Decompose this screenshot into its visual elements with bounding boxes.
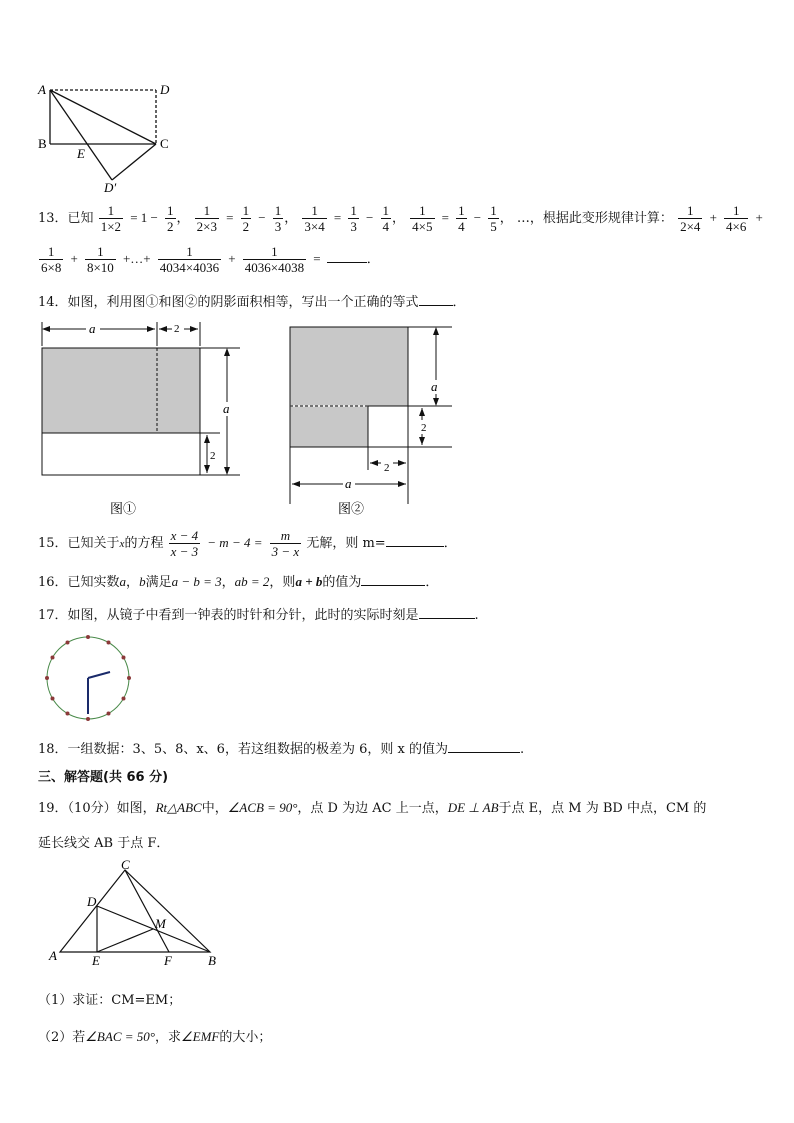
q12-figure — [30, 78, 180, 196]
answer-blank[interactable] — [448, 740, 520, 753]
fraction: $\frac{1}{3}$ — [274, 203, 282, 234]
fraction: $\frac{1}{3}$ — [350, 203, 357, 234]
fraction: $\frac{1}{6\times 8}$ — [41, 244, 62, 275]
answer-blank[interactable] — [419, 293, 453, 306]
dim-a-right: a — [431, 379, 438, 394]
fraction: $\frac{m}{3 - x}$ — [271, 528, 300, 559]
label-E: E — [77, 146, 85, 161]
fraction: $\frac{1}{2\times 3}$ — [196, 203, 217, 234]
fraction: $\frac{1}{4034\times 4036}$ — [159, 244, 220, 275]
fraction: $\frac{1}{4036\times 4038}$ — [244, 244, 305, 275]
mirror-clock — [40, 630, 140, 725]
fraction: $\frac{1}{5}$ — [490, 203, 497, 234]
q19-figure — [45, 860, 230, 970]
fraction: $\frac{1}{8\times 10}$ — [86, 244, 114, 275]
q19-part2: （2）若∠BAC = 50°，求∠EMF的大小； — [38, 1029, 272, 1045]
q13-line2: $\frac{1}{6\times 8}$ + $\frac{1}{8\times 10}$ +…+ $\frac{1}{4034\times 4036}$ + $\frac{1}{4036\times 4038}$ = ． — [41, 244, 380, 275]
fraction: $\frac{1}{2\times 4}$ — [680, 203, 701, 234]
dim-a-top: a — [89, 321, 96, 336]
fraction: $\frac{1}{1\times 2}$ — [100, 203, 122, 234]
fraction: $\frac{1}{4}$ — [382, 203, 389, 234]
label-E: E — [92, 953, 100, 968]
label-M: M — [155, 916, 166, 931]
answer-blank[interactable] — [419, 606, 475, 619]
q16-text: 16．已知实数a，b满足a − b = 3，ab = 2，则a + b的值为 ． — [38, 574, 439, 590]
q19-part1: （1）求证：CM=EM； — [38, 993, 182, 1008]
q17-text: 17．如图，从镜子中看到一钟表的时针和分针，此时的实际时刻是 . — [38, 608, 479, 623]
q13-line1: 13．已知 $\frac{1}{1\times 2}$ = 1 − $\frac{1}{2}$ ， $\frac{1}{2\times 3}$ = $\frac{1}{2}$ − $\frac{1}{3}$ ， $\frac{1}{3\times 4}$ = $\frac{1}{3}$ − $\frac{1}{4}$ ， $\frac{1}{4\times 5}$ = $\frac{1}{4}$ − $\frac{1}{5}$ ， …，根据此变形规律计算： $\frac{1}{2\times 4}$ + $\frac{1}{4\times 6}$ + — [38, 203, 763, 234]
caption-fig1: 图① — [110, 501, 137, 516]
q14-figure-2 — [280, 318, 460, 518]
dim-a-bottom: a — [345, 476, 352, 491]
fraction: $\frac{1}{3\times 4}$ — [304, 203, 325, 234]
fraction: $\frac{1}{4\times 6}$ — [726, 203, 747, 234]
label-A: A — [49, 948, 57, 963]
answer-blank[interactable] — [386, 534, 444, 547]
label-B: B — [208, 953, 216, 968]
label-F: F — [164, 953, 172, 968]
q14-figure-1 — [30, 318, 250, 518]
label-Dprime: D′ — [104, 180, 117, 195]
dim-2-bottom: 2 — [384, 462, 390, 474]
fraction: $\frac{1}{2}$ — [167, 203, 174, 234]
q15-text: 15．已知关于x的方程 $\frac{x - 4}{x - 3}$ − m − 4 = $\frac{m}{3 - x}$ 无解，则 m= ． — [38, 528, 457, 559]
q19-line2: 延长线交 AB 于点 F． — [38, 836, 170, 851]
caption-fig2: 图② — [338, 501, 365, 516]
answer-blank[interactable] — [361, 573, 425, 586]
label-B: B — [38, 136, 47, 151]
section-heading: 三、解答题(共 66 分) — [38, 770, 169, 785]
q18-text: 18．一组数据：3、5、8、x、6，若这组数据的极差为 6，则 x 的值为 . — [38, 742, 525, 757]
label-D: D — [160, 82, 170, 97]
q14-text: 14．如图，利用图①和图②的阴影面积相等，写出一个正确的等式 ． — [38, 295, 466, 310]
label-A: A — [38, 82, 46, 97]
fraction: $\frac{1}{2}$ — [242, 203, 250, 234]
fraction: $\frac{1}{4\times 5}$ — [412, 203, 433, 234]
label-C: C — [121, 860, 130, 872]
q19-line1: 19．（10分）如图，Rt△ABC中，∠ACB = 90°，点 D 为边 AC 上一点，DE ⊥ AB于点 E，点 M 为 BD 中点，CM 的 — [38, 800, 707, 816]
fraction: $\frac{x - 4}{x - 3}$ — [170, 528, 199, 559]
label-D: D — [87, 894, 97, 909]
hour-hand — [88, 672, 110, 678]
dim-a-right: a — [223, 401, 230, 416]
label-C: C — [160, 136, 169, 151]
fraction: $\frac{1}{4}$ — [458, 203, 465, 234]
dim-2-right: 2 — [210, 450, 216, 462]
dim-2-top: 2 — [174, 323, 180, 335]
dim-2-right: 2 — [421, 422, 427, 434]
answer-blank[interactable] — [327, 250, 367, 263]
shaded-region — [42, 348, 200, 433]
